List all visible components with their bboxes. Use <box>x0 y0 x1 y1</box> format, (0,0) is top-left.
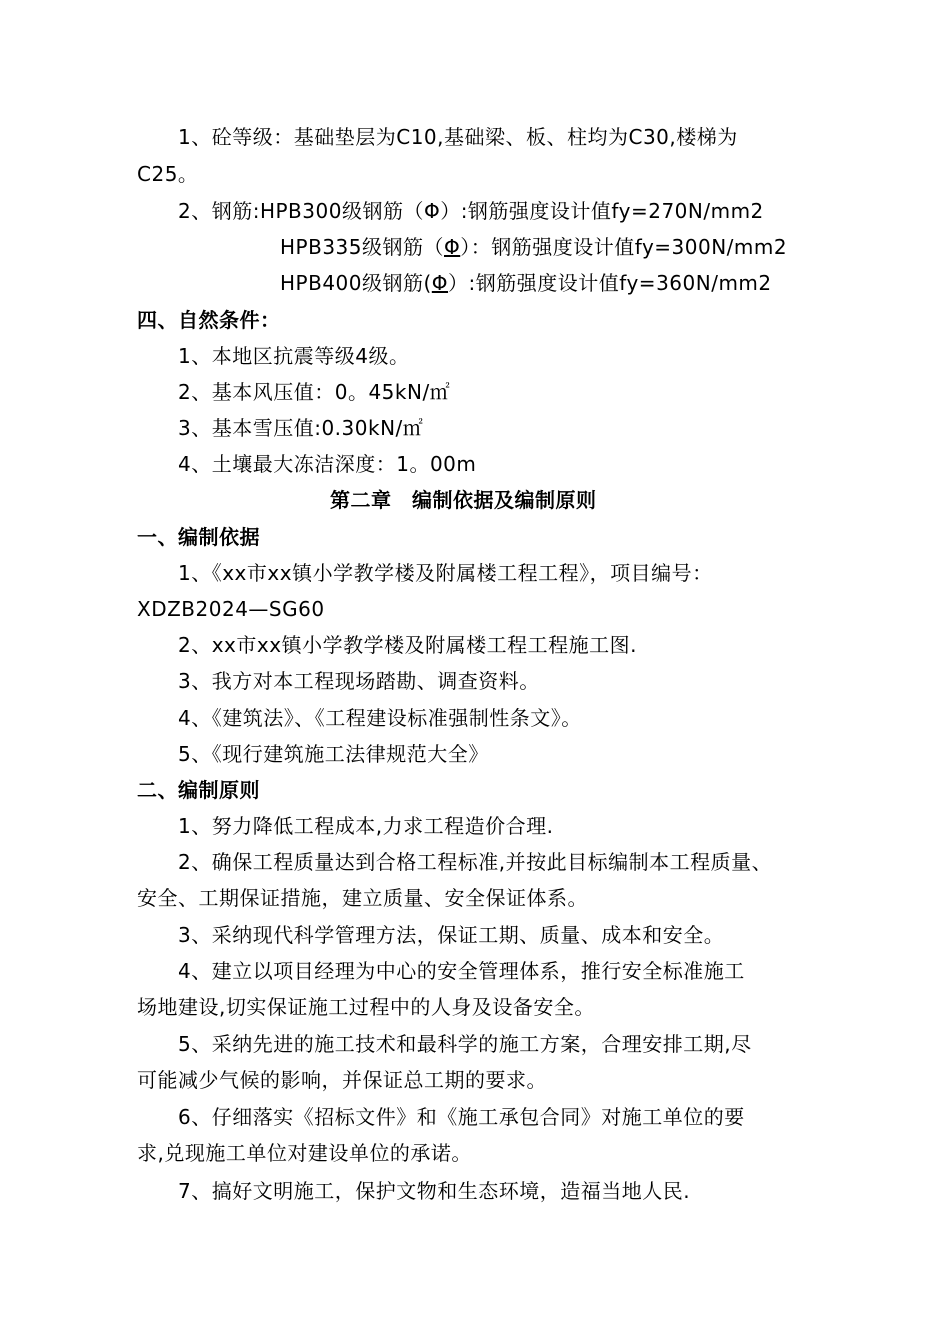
chapter-title: 第二章 编制依据及编制原则 <box>330 488 597 512</box>
rebar-hpb400-text-a: HPB400级钢筋( <box>280 271 432 295</box>
rebar-item-hpb335 <box>280 234 787 260</box>
natural-item-1: 1、本地区抗震等级4级。 <box>178 344 410 368</box>
rebar-hpb335-text-b: ）：钢筋强度设计值fy=300N/mm2 <box>460 235 788 259</box>
material-item-1-line2: C25。 <box>137 162 199 186</box>
natural-item-3: 3、基本雪压值:0.30kN/㎡ <box>178 416 424 440</box>
basis-item-5: 5、《现行建筑施工法律规范大全》 <box>178 742 489 766</box>
principle-2-line1: 2、确保工程质量达到合格工程标准,并按此目标编制本工程质量、 <box>178 850 773 874</box>
principle-6-line1: 6、仔细落实《招标文件》和《施工承包合同》对施工单位的要 <box>178 1105 745 1129</box>
principle-3: 3、采纳现代科学管理方法，保证工期、质量、成本和安全。 <box>178 923 725 947</box>
natural-conditions-heading: 四、自然条件： <box>137 308 281 332</box>
natural-item-2: 2、基本风压值：0。45kN/㎡ <box>178 380 451 404</box>
basis-item-4: 4、《建筑法》、《工程建设标准强制性条文》。 <box>178 706 582 730</box>
principle-4-line1: 4、建立以项目经理为中心的安全管理体系，推行安全标准施工 <box>178 959 745 983</box>
rebar-hpb400-text-b: ）:钢筋强度设计值fy=360N/mm2 <box>448 271 772 295</box>
principle-7: 7、搞好文明施工，保护文物和生态环境，造福当地人民. <box>178 1179 691 1203</box>
natural-item-4: 4、土壤最大冻洁深度：1。00m <box>178 452 477 476</box>
principles-heading: 二、编制原则 <box>137 778 260 802</box>
principle-5-line2: 可能减少气候的影响，并保证总工期的要求。 <box>137 1068 547 1092</box>
basis-item-1-line1: 1、《xx市xx镇小学教学楼及附属楼工程工程》，项目编号： <box>178 561 713 585</box>
basis-item-3: 3、我方对本工程现场踏勘、调查资料。 <box>178 669 540 693</box>
principle-5-line1: 5、采纳先进的施工技术和最科学的施工方案，合理安排工期,尽 <box>178 1032 752 1056</box>
principle-6-line2: 求,兑现施工单位对建设单位的承诺。 <box>137 1141 472 1165</box>
rebar-hpb400-symbol: Φ <box>431 271 449 295</box>
basis-item-1-line2: XDZB2024—SG60 <box>137 597 325 621</box>
rebar-hpb335-text-a: HPB335级钢筋（ <box>280 235 444 259</box>
rebar-item-hpb300: 2、钢筋:HPB300级钢筋（Φ）:钢筋强度设计值fy=270N/mm2 <box>178 199 764 223</box>
basis-heading: 一、编制依据 <box>137 525 260 549</box>
principle-1: 1、努力降低工程成本,力求工程造价合理. <box>178 814 554 838</box>
basis-item-2: 2、xx市xx镇小学教学楼及附属楼工程工程施工图. <box>178 633 637 657</box>
principle-4-line2: 场地建设,切实保证施工过程中的人身及设备安全。 <box>137 995 595 1019</box>
principle-2-line2: 安全、工期保证措施，建立质量、安全保证体系。 <box>137 886 588 910</box>
material-item-1-line1: 1、砼等级：基础垫层为C10,基础梁、板、柱均为C30,楼梯为 <box>178 125 738 149</box>
rebar-hpb335-symbol: Φ <box>444 235 461 259</box>
rebar-item-hpb400 <box>280 270 772 296</box>
